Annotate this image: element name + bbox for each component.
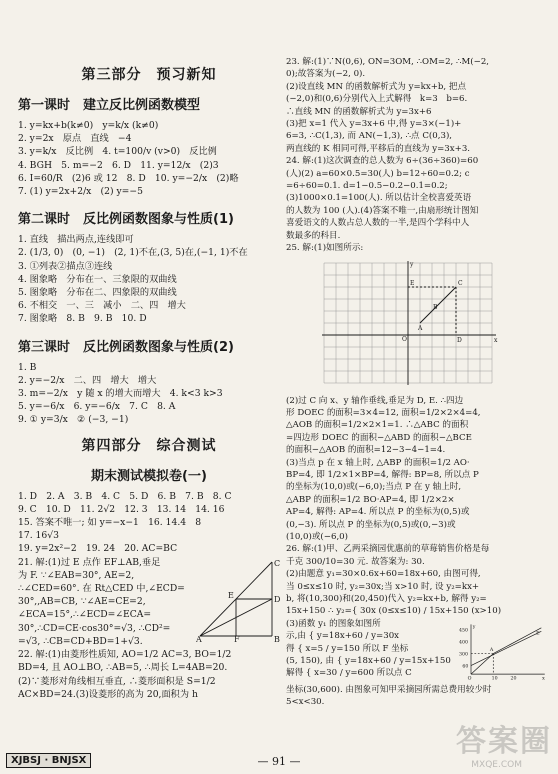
answer-line: 4. BGH 5. m=−2 6. D 11. y=12/x (2)3 [18,159,219,171]
answer-line: (3)1000×0.1=100(人). 所以估计全校喜爱英语 [286,193,472,204]
answer-line: 3. m=−2/x y 随 x 的增大而增大 4. k<3 k>3 [18,388,223,400]
svg-text:y: y [472,624,476,630]
answer-line: 为 F. ∵∠EAB=30°, AE=2, [18,569,135,581]
part3-title: 第三部分 预习新知 [81,67,217,83]
q26-figure-block [286,618,548,684]
watermark: 答案圈 [456,724,552,759]
answer-line: 的人数为 100 (人).(4)答案不唯一,由扇形统计图知 [286,205,479,216]
cost-graph-figure [459,618,548,684]
triangle-figure [196,556,280,642]
answer-line: 30°,∴CD=CE·cos30°=√3, ∴CD²= [18,622,171,634]
answer-line: 2. (1/3, 0) (0, −1) (2, 1)不在,(3, 5)在,(−1, 1)不在 [18,247,248,259]
answer-line: 当 0≤x≤10 时, y₂=30x;当 x>10 时, 设 y₂=kx+ [286,581,480,592]
answer-line: 两直线的 K 相同可得,平移后的直线为 y=3x+3. [286,143,471,154]
svg-text:O: O [402,335,407,343]
answer-line: b, 将(10,300)和(20,450)代入 y₂=kx+b, 解得 y₂= [286,594,487,604]
answer-line: (−2,0)和(0,6)分别代入上式解得 k=3 b=6. [286,94,468,105]
answer-line: 23. 解:(1)∵N(0,6), ON=3OM, ∴OM=2, ∴M(−2, [286,57,490,67]
answer-line: 19. y=2x²−2 19. 24 20. AC=BC [18,543,178,555]
svg-text:60: 60 [462,664,469,670]
answer-line: 1. 直线 描出两点,连线即可 [18,234,134,246]
svg-text:E: E [228,590,234,600]
answer-line: 17. 16√3 [18,530,59,542]
answer-line: AC×BD=24.(3)设菱形的高为 20,面积为 h [18,688,198,700]
answer-line: (2)∵菱形对角线相互垂直, ∴菱形面积是 S=1/2 [18,675,216,687]
svg-text:x: x [494,336,498,344]
answer-line: =6÷60=0.1. d=1−0.5−0.2−0.1=0.2; [286,181,448,192]
coordinate-grid-figure [320,259,500,387]
answer-line: 6=3, ∴C(1,3), 而 AN(−1,3), ∴点 C(0,3), [286,131,453,142]
svg-text:B: B [274,634,280,642]
part4-title: 第四部分 综合测试 [81,437,217,454]
answer-line: 千克 300/10=30 元. 故答案为: 30. [286,556,425,567]
exam-title: 期末测试模拟卷(一) [91,468,207,484]
svg-text:E: E [535,631,540,637]
answer-line: 的面积−△AOB 的面积=12−3−4−1=4. [286,445,446,456]
q21-block [18,556,280,648]
answer-line: (3)函数 y₁ 的图象如图所 [286,618,381,629]
svg-text:A: A [489,647,494,653]
answer-line: BD=4, 且 AO⊥BO, ∴AB=5, ∴周长 L=4AB=20. [18,662,228,674]
answer-line: △AOB 的面积=1/2×2×1=1. ∴△ABC 的面积 [286,420,469,431]
answer-line: 5. 图象略 分布在二、四象限的双曲线 [18,287,177,299]
answer-line: 15x+150 ∴ y₂={ 30x (0≤x≤10) / 15x+150 (x>10) [286,606,502,617]
svg-text:20: 20 [510,676,517,682]
answer-line: BP=4, 即 1/2×1×BP=4, 解得: BP=8, 所以点 P [286,469,479,480]
page-number: — 91 — [257,755,301,768]
answer-line: 6. I=60/R (2)6 或 12 8. D 10. y=−2/x (2)略 [18,172,239,184]
answer-line: =四边形 DOEC 的面积−△ABD 的面积−△BCE [286,432,472,443]
answer-line: (10,0)或(−6,0) [286,531,349,542]
answer-line: ∴直线 MN 的函数解析式为 y=3x+6 [286,106,432,117]
answer-line: ∴∠CED=60°. 在 Rt△CED 中,∠ECD= [18,583,185,595]
svg-text:E: E [410,279,415,287]
svg-text:10: 10 [491,676,498,682]
answer-line: (3)当点 p 在 x 轴上时, △ABP 的面积=1/2 AO· [286,457,470,468]
answer-line: 0);故答案为(−2, 0). [286,69,366,80]
answer-line: =√3, ∴CB=CD+BD=1+√3. [18,635,143,647]
lesson1-answers [18,119,280,198]
svg-text:300: 300 [458,652,468,658]
answer-line: 2. y=−2/x 二、四 增大 增大 [18,374,157,386]
watermark-url: MXQE.COM [471,760,522,770]
lesson3-title: 第三课时 反比例函数图象与性质(2) [18,339,234,355]
answer-line: (3)把 x=1 代入 y=3x+6 中,得 y=3×(−1)+ [286,119,462,130]
answer-line: 解得 { x=30 / y=600 所以点 C [286,668,412,679]
answer-line: 示,由 { y=18x+60 / y=30x [286,631,400,642]
series-code: XJBSJ · BNJSX [6,753,91,768]
answer-line: 22. 解:(1)由菱形性质知, AO=1/2 AC=3, BO=1/2 [18,649,232,661]
answer-line: 5. y=−6/x 6. y=−6/x 7. C 8. A [18,401,176,413]
answer-line: 26. 解:(1)甲、乙两采摘园优惠前的草莓销售价格是每 [286,544,490,555]
lesson1-title: 第一课时 建立反比例函数模型 [18,98,201,113]
answer-line: 5<x<30. [286,697,325,708]
answer-line: ∠ECA=15°,∴∠ECD=∠ECA= [18,609,152,621]
svg-text:400: 400 [458,640,468,646]
svg-text:O: O [467,676,472,682]
svg-text:y: y [410,260,414,268]
answer-line: 4. 图象略 分布在一、三象限的双曲线 [18,273,177,285]
answer-line: 得 { x=5 / y=150 所以 F 坐标 [286,643,409,654]
answer-line: 形 DOEC 的面积=3×4=12, 面积=1/2×2×4=4, [286,407,481,418]
answer-line: 的坐标为(10,0)或(−6,0);当点 P 在 y 轴上时, [286,482,462,493]
right-answers-top [286,56,548,255]
svg-text:450: 450 [458,628,468,634]
answer-line: 21. 解:(1)过 E 点作 EF⊥AB,垂足 [18,556,161,568]
lesson2-title: 第二课时 反比例函数图象与性质(1) [18,212,234,228]
answer-line: (2)由题意 y₁=30×0.6x+60=18x+60, 由图可得, [286,569,481,580]
right-column [286,56,548,709]
answer-line: △ABP 的面积=1/2 BO·AP=4, 即 1/2×2× [286,494,455,505]
exam-answers [18,490,280,701]
answer-line: 3. ①列表②描点③连线 [18,260,113,272]
answer-line: 9. ① y=3/x ② (−3, −1) [18,414,129,426]
svg-text:B: B [433,303,438,311]
svg-text:A: A [418,324,423,332]
svg-text:A: A [196,634,202,642]
answer-line: 24. 解:(1)这次调查的总人数为 6÷(36÷360)=60 [286,156,479,167]
answer-line: 7. 图象略 8. B 9. B 10. D [18,313,147,325]
answer-line: 15. 答案不唯一; 如 y=−x−1 16. 14.4 8 [18,517,202,529]
lesson3-answers [18,361,280,427]
svg-text:C: C [458,279,463,287]
answer-line: 9. C 10. D 11. 2√2 12. 3 13. 14 14. 16 [18,503,225,515]
right-answers-mid [286,395,548,618]
answer-line: 喜爱语文的人数占总人数的一半,是四个学科中人 [286,218,470,229]
answer-line: (2)设直线 MN 的函数解析式为 y=kx+b, 把点 [286,81,467,92]
svg-text:C: C [274,558,280,568]
answer-line: 30°,,AB=CB, ∵∠AE=CE=2, [18,596,146,608]
answer-line: 1. D 2. A 3. B 4. C 5. D 6. B 7. B 8. C [18,490,232,502]
left-column [18,56,280,701]
answer-line: (2)过 C 向 x、y 轴作垂线,垂足为 D, E. ∴四边 [286,395,464,406]
answer-line: 6. 不相交 一、三 减小 二、四 增大 [18,300,186,312]
answer-line: (5, 150), 由 { y=18x+60 / y=15x+150 [286,656,451,667]
answer-line: 25. 解:(1)如图所示: [286,243,364,254]
answer-line: 2. y=2x 原点 直线 −4 [18,133,132,145]
answer-line: 1. B [18,361,37,373]
answer-line: 数最多的科目. [286,230,341,241]
svg-text:D: D [457,336,462,344]
svg-text:x: x [541,676,545,682]
answer-line: 坐标(30,600). 由图象可知甲采摘园所需总费用较少时 [286,684,492,695]
answer-line: (0,−3). 所以点 P 的坐标为(0,5)或(0,−3)或 [286,519,456,530]
svg-text:F: F [234,634,240,642]
answer-line: 7. (1) y=2x+2/x (2) y=−5 [18,186,143,198]
lesson2-answers [18,233,280,325]
answer-line: (人)(2) a=60×0.5=30(人) b=12÷60=0.2; c [286,168,470,179]
answer-line: AP=4, 解得: AP=4. 所以点 P 的坐标为(0,5)或 [286,507,470,518]
answer-line: 1. y=kx+b(k≠0) y=k/x (k≠0) [18,120,159,131]
svg-text:D: D [274,594,280,604]
answer-line: 3. y=k/x 反比例 4. t=100/v (v>0) 反比例 [18,146,217,158]
